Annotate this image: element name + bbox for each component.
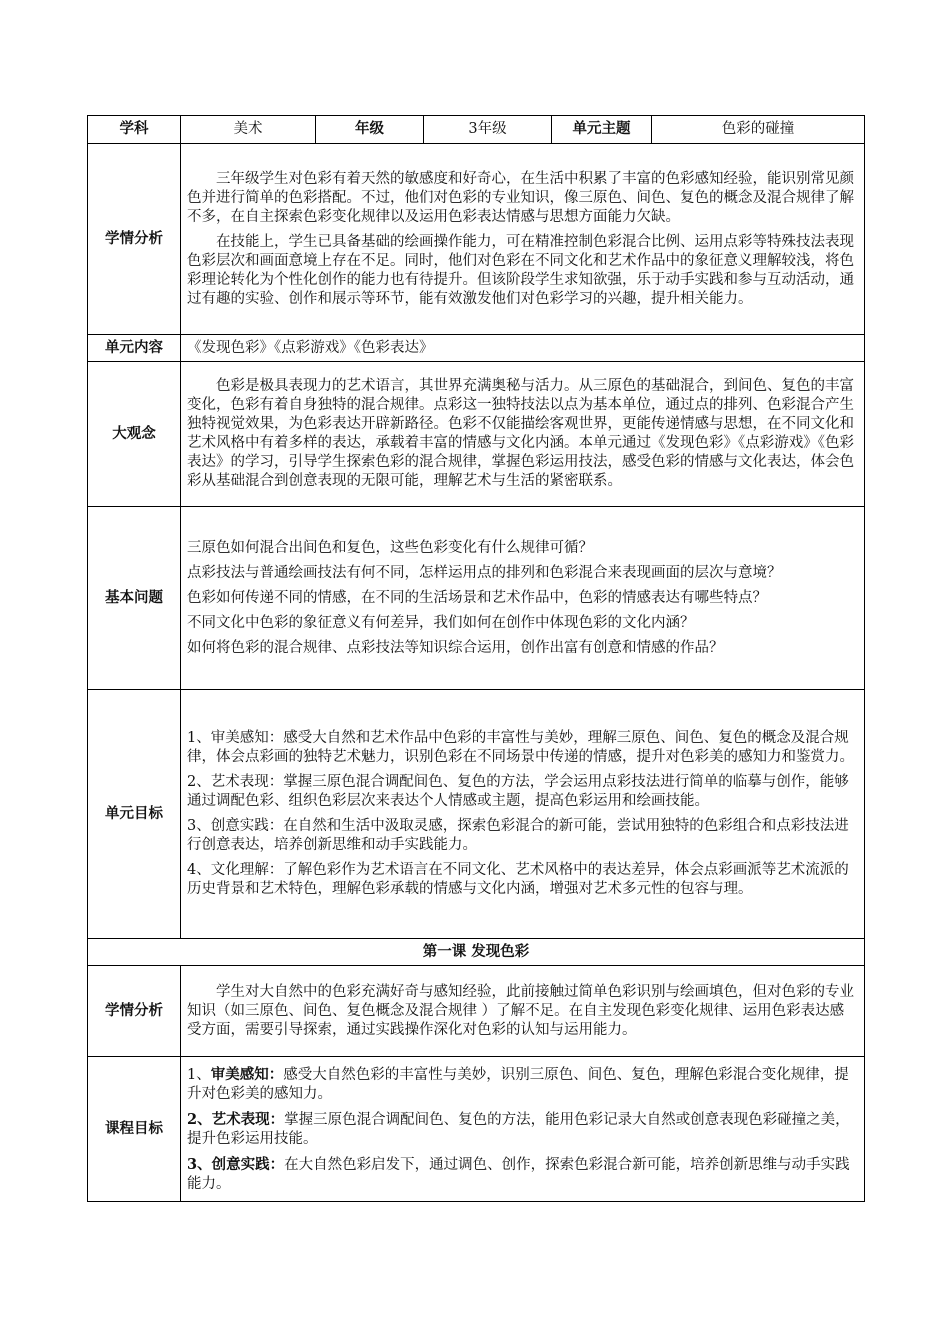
goal-heading: 创意实践：: [211, 1155, 285, 1173]
big-idea-paragraph: 色彩是极具表现力的艺术语言，其世界充满奥秘与活力。从三原色的基础混合，到间色、复色的丰富变化，色彩有着自身独特的混合规律。点彩这一独特技法以点为基本单位，通过点的排列、色彩混合产生独特视觉效果，为色彩表达开辟新路径。色彩不仅能描绘客观世界，更能传递情感与思想，在不同文化和艺术风格中有着多样的表达，承载着丰富的情感与文化内涵。本单元通过《发现色彩》《点彩游戏》《色彩表达》的学习，引导学生探索色彩的混合规律，掌握色彩运用技法，感受色彩的情感与文化表达，体会色彩从基础混合到创意表现的无限可能，理解艺术与生活的紧密联系。: [187, 378, 854, 489]
lesson-analysis-cell: [181, 966, 865, 1057]
goal-number: 2、: [187, 1110, 212, 1128]
big-idea-cell: [181, 362, 865, 507]
goal-text: 掌握三原色混合调配间色、复色的方法，能用色彩记录大自然或创意表现色彩碰撞之美，提升色彩运用技能。: [187, 1111, 850, 1147]
unit-goal-item: 3、创意实践：在自然和生活中汲取灵感，探索色彩混合的新可能，尝试用独特的色彩组合和点彩技法进行创意表达，培养创新思维和动手实践能力。: [187, 818, 849, 853]
unit-goal-item: 2、艺术表现：掌握三原色混合调配间色、复色的方法，学会运用点彩技法进行简单的临摹与创作，能够通过调配色彩、组织色彩层次来表达个人情感或主题，提高色彩运用和绘画技能。: [187, 774, 849, 809]
subject-value: 美术: [181, 116, 316, 144]
lesson-goals-label: 课程目标: [88, 1057, 181, 1202]
lesson-analysis-row: [88, 966, 865, 1057]
grade-value: 3年级: [424, 116, 552, 144]
lesson-analysis-paragraph: 学生对大自然中的色彩充满好奇与感知经验，此前接触过简单色彩识别与绘画填色，但对色彩的专业知识（如三原色、间色、复色概念及混合规律 ）了解不足。在自主发现色彩变化规律、运用色彩表达感受方面，需要引导探索，通过实践操作深化对色彩的认知与运用能力。: [187, 983, 854, 1038]
lesson-goals-row: [88, 1057, 865, 1202]
question-item: 色彩如何传递不同的情感，在不同的生活场景和艺术作品中，色彩的情感表达有哪些特点？: [187, 589, 767, 606]
lesson-goal-item: [187, 1155, 858, 1194]
question-item: 三原色如何混合出间色和复色，这些色彩变化有什么规律可循？: [187, 539, 593, 556]
grade-label: 年级: [316, 116, 424, 144]
unit-analysis-paragraph: 三年级学生对色彩有着天然的敏感度和好奇心，在生活中积累了丰富的色彩感知经验，能识别常见颜色并进行简单的色彩搭配。不过，他们对色彩的专业知识，像三原色、间色、复色的概念及混合规律了解不多，在自主探索色彩变化规律以及运用色彩表达情感与思想方面能力欠缺。: [187, 170, 854, 225]
goal-heading: 艺术表现：: [211, 1110, 285, 1128]
question-item: 如何将色彩的混合规律、点彩技法等知识综合运用，创作出富有创意和情感的作品？: [187, 639, 724, 656]
unit-analysis-label: 学情分析: [88, 144, 181, 335]
lesson-goal-item: [187, 1065, 858, 1104]
big-idea-row: [88, 362, 865, 507]
question-item: 不同文化中色彩的象征意义有何差异，我们如何在创作中体现色彩的文化内涵？: [187, 614, 695, 631]
questions-row: [88, 507, 865, 690]
unit-analysis-row: [88, 144, 865, 335]
question-item: 点彩技法与普通绘画技法有何不同，怎样运用点的排列和色彩混合来表现画面的层次与意境？: [187, 564, 782, 581]
lesson-plan-table: [87, 115, 865, 1202]
goal-number: 1、: [187, 1066, 211, 1083]
theme-value: 色彩的碰撞: [652, 116, 865, 144]
unit-analysis-cell: [181, 144, 865, 335]
goal-number: 3、: [187, 1155, 212, 1173]
lesson-analysis-label: 学情分析: [88, 966, 181, 1057]
questions-cell: [181, 507, 865, 690]
big-idea-label: 大观念: [88, 362, 181, 507]
unit-content-row: [88, 335, 865, 362]
unit-content-label: 单元内容: [88, 335, 181, 362]
questions-label: 基本问题: [88, 507, 181, 690]
unit-analysis-paragraph: 在技能上，学生已具备基础的绘画操作能力，可在精准控制色彩混合比例、运用点彩等特殊技法表现色彩层次和画面意境上存在不足。同时，他们对色彩在不同文化和艺术作品中的象征意义理解较浅，将色彩理论转化为个性化创作的能力也有待提升。但该阶段学生求知欲强，乐于动手实践和参与互动活动，通过有趣的实验、创作和展示等环节，能有效激发他们对色彩学习的兴趣，提升相关能力。: [187, 233, 854, 307]
goal-text: 感受大自然色彩的丰富性与美妙，识别三原色、间色、复色，理解色彩混合变化规律，提升对色彩美的感知力。: [187, 1066, 849, 1102]
goal-text: 在大自然色彩启发下，通过调色、创作，探索色彩混合新可能，培养创新思维与动手实践能力。: [187, 1156, 850, 1192]
unit-goals-cell: [181, 690, 865, 939]
unit-goals-label: 单元目标: [88, 690, 181, 939]
unit-goal-item: 1、审美感知：感受大自然和艺术作品中色彩的丰富性与美妙，理解三原色、间色、复色的概念及混合规律，体会点彩画的独特艺术魅力，识别色彩在不同场景中传递的情感，提升对色彩美的感知力和鉴赏力。: [187, 730, 854, 765]
unit-content-value: 《发现色彩》《点彩游戏》《色彩表达》: [181, 335, 865, 362]
theme-label: 单元主题: [552, 116, 652, 144]
unit-goal-item: 4、文化理解：了解色彩作为艺术语言在不同文化、艺术风格中的表达差异，体会点彩画派等艺术流派的历史背景和艺术特色，理解色彩承载的情感与文化内涵，增强对艺术多元性的包容与理。: [187, 862, 849, 897]
lesson-goals-cell: [181, 1057, 865, 1202]
subject-label: 学科: [88, 116, 181, 144]
unit-goals-row: [88, 690, 865, 939]
lesson-title: 第一课 发现色彩: [88, 939, 865, 966]
header-row: [88, 116, 865, 144]
lesson-title-row: [88, 939, 865, 966]
goal-heading: 审美感知：: [210, 1065, 284, 1083]
lesson-goal-item: [187, 1110, 858, 1149]
